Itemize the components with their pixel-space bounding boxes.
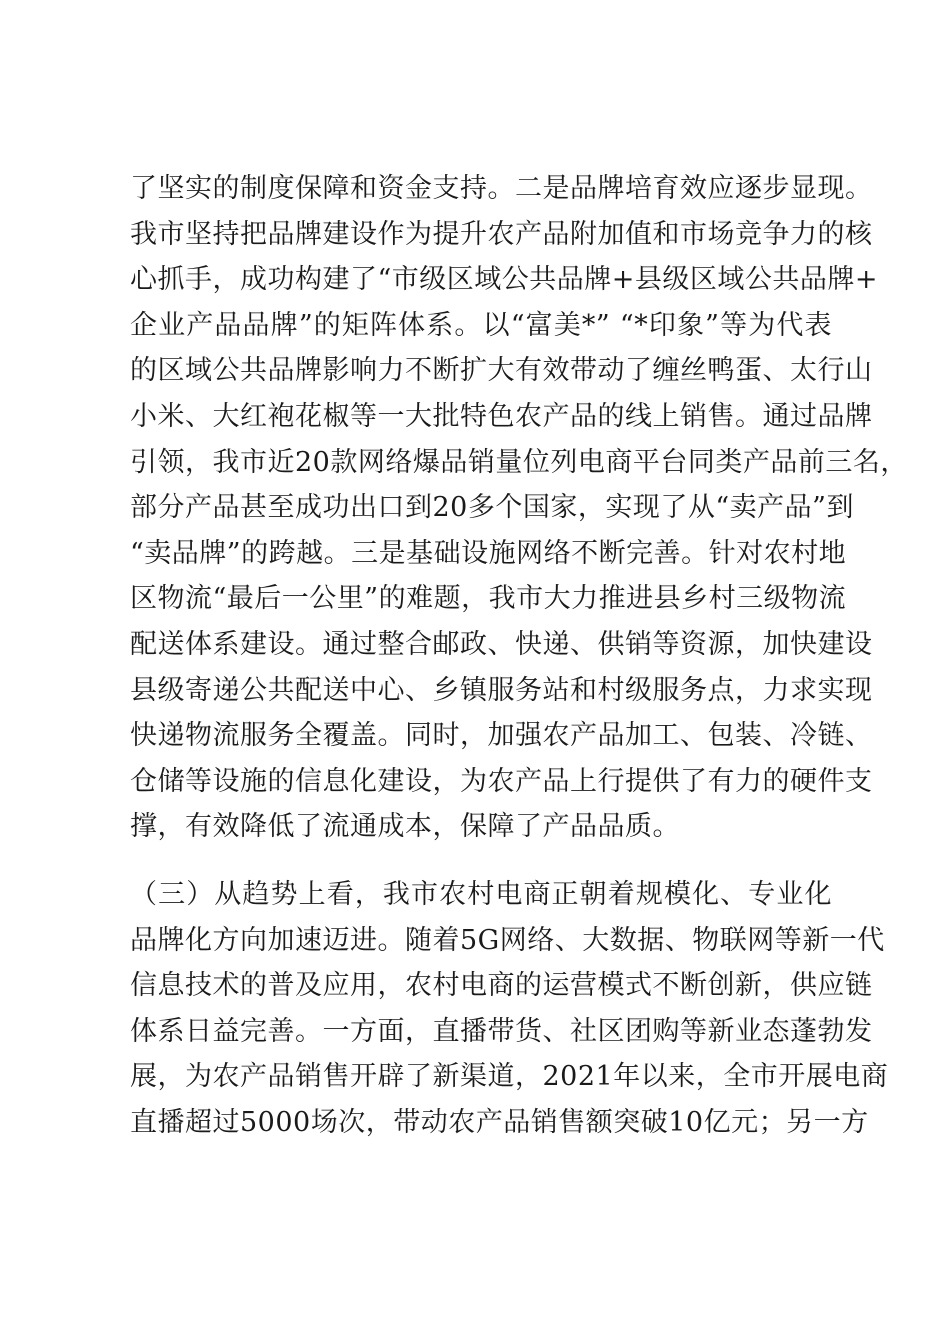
text-line: 部分产品甚至成功出口到20多个国家，实现了从“卖产品”到	[130, 492, 854, 524]
text-line: 了坚实的制度保障和资金支持。二是品牌培育效应逐步显现。	[130, 173, 873, 204]
text-line: （三）从趋势上看，我市农村电商正朝着规模化、专业化	[130, 879, 832, 910]
text-line: 心抓手，成功构建了“市级区域公共品牌+县级区域公共品牌+	[130, 264, 879, 296]
text-line: 小米、大红袍花椒等一大批特色农产品的线上销售。通过品牌	[130, 400, 873, 432]
text-line: 信息技术的普及应用，农村电商的运营模式不断创新，供应链	[130, 970, 873, 1002]
text-line: 引领，我市近20款网络爆品销量位列电商平台同类产品前三名，	[130, 446, 908, 478]
text-line: 展，为农产品销售开辟了新渠道，2021年以来，全市开展电商	[130, 1061, 889, 1093]
text-line: 我市坚持把品牌建设作为提升农产品附加值和市场竞争力的核	[130, 218, 873, 250]
text-line: 的区域公共品牌影响力不断扩大有效带动了缠丝鸭蛋、太行山	[130, 355, 873, 387]
paragraph-1	[130, 166, 908, 850]
text-line: 品牌化方向加速迈进。随着5G网络、大数据、物联网等新一代	[130, 924, 885, 956]
text-line: 县级寄递公共配送中心、乡镇服务站和村级服务点，力求实现	[130, 674, 873, 706]
text-line: 企业产品品牌”的矩阵体系。以“富美*” “*印象”等为代表	[130, 309, 832, 341]
paragraph-2	[130, 872, 889, 1146]
text-line: “卖品牌”的跨越。三是基础设施网络不断完善。针对农村地	[130, 537, 847, 569]
text-line: 撑，有效降低了流通成本，保障了产品品质。	[130, 811, 680, 843]
text-line: 直播超过5000场次，带动农产品销售额突破10亿元；另一方	[130, 1106, 869, 1138]
text-line: 配送体系建设。通过整合邮政、快递、供销等资源，加快建设	[130, 628, 873, 660]
text-line: 仓储等设施的信息化建设，为农产品上行提供了有力的硬件支	[130, 765, 873, 797]
text-line: 快递物流服务全覆盖。同时，加强农产品加工、包装、冷链、	[130, 720, 873, 752]
text-line: 体系日益完善。一方面，直播带货、社区团购等新业态蓬勃发	[130, 1015, 873, 1047]
text-line: 区物流“最后一公里”的难题，我市大力推进县乡村三级物流	[130, 583, 847, 615]
